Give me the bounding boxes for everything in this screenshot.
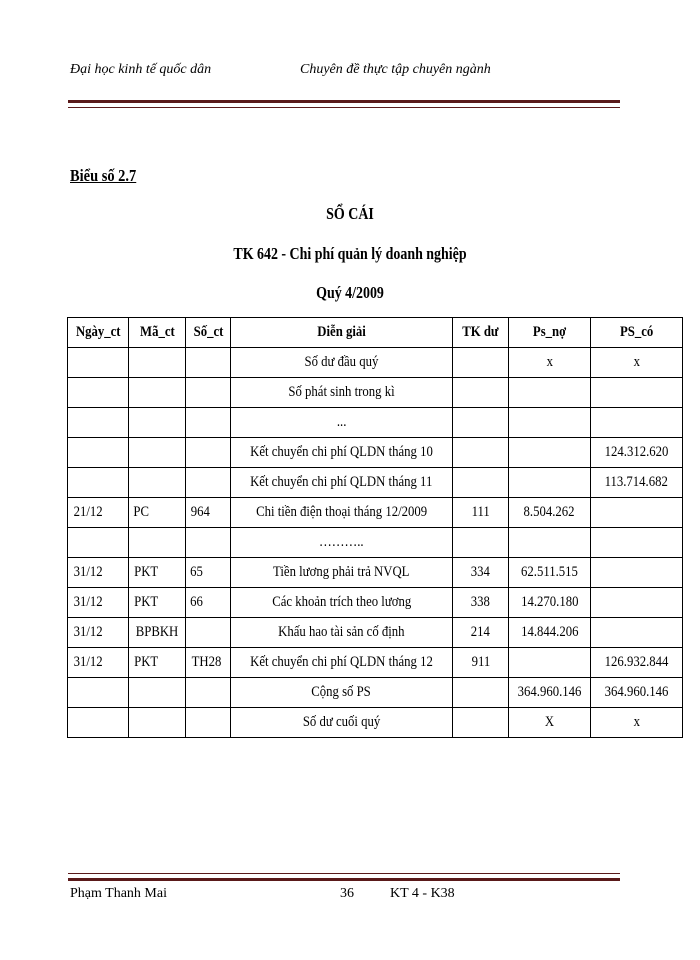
cell-debit: x: [508, 348, 590, 378]
cell-contra-account: [452, 678, 508, 708]
cell-date: [68, 438, 129, 468]
cell-debit: [508, 528, 590, 558]
cell-doc-number: [186, 708, 231, 738]
col-header-doc-code: Mã_ct: [129, 318, 186, 348]
cell-description: ………..: [231, 528, 453, 558]
cell-credit: [590, 588, 682, 618]
cell-debit: 364.960.146: [508, 678, 590, 708]
cell-contra-account: [452, 468, 508, 498]
cell-doc-number: 964: [186, 498, 231, 528]
cell-contra-account: [452, 438, 508, 468]
header-school: Đại học kinh tế quốc dân: [70, 62, 212, 77]
header-rule: [68, 100, 620, 108]
col-header-date: Ngày_ct: [68, 318, 129, 348]
col-header-doc-number: Số_ct: [186, 318, 231, 348]
cell-contra-account: [452, 528, 508, 558]
footer-author: Phạm Thanh Mai: [70, 886, 167, 901]
footer-page-number: 36: [340, 886, 354, 901]
cell-doc-number: [186, 678, 231, 708]
table-row: [68, 648, 683, 678]
cell-contra-account: 111: [452, 498, 508, 528]
cell-contra-account: 334: [452, 558, 508, 588]
cell-date: 31/12: [68, 648, 129, 678]
cell-description: Chi tiền điện thoại tháng 12/2009: [231, 498, 453, 528]
figure-label: Biểu số 2.7: [70, 166, 137, 185]
cell-debit: 14.270.180: [508, 588, 590, 618]
table-row: [68, 408, 683, 438]
cell-contra-account: 338: [452, 588, 508, 618]
cell-credit: [590, 378, 682, 408]
cell-credit: 113.714.682: [590, 468, 682, 498]
cell-credit: [590, 528, 682, 558]
cell-doc-code: [129, 438, 186, 468]
cell-doc-code: PKT: [129, 558, 186, 588]
cell-doc-code: PKT: [129, 648, 186, 678]
cell-doc-number: [186, 408, 231, 438]
cell-description: Kết chuyển chi phí QLDN tháng 12: [231, 648, 453, 678]
cell-doc-code: BPBKH: [129, 618, 186, 648]
cell-description: Kết chuyển chi phí QLDN tháng 10: [231, 438, 453, 468]
cell-debit: [508, 408, 590, 438]
cell-debit: 14.844.206: [508, 618, 590, 648]
cell-credit: [590, 618, 682, 648]
table-row: [68, 528, 683, 558]
cell-date: [68, 708, 129, 738]
cell-doc-number: [186, 378, 231, 408]
footer-rule: [68, 873, 620, 881]
table-header-row: [68, 318, 683, 348]
cell-doc-code: [129, 408, 186, 438]
cell-date: 31/12: [68, 588, 129, 618]
ledger-table: [67, 317, 683, 738]
cell-contra-account: 214: [452, 618, 508, 648]
cell-credit: 364.960.146: [590, 678, 682, 708]
cell-credit: [590, 498, 682, 528]
cell-doc-number: 66: [186, 588, 231, 618]
period-title: Quý 4/2009: [316, 283, 384, 302]
cell-doc-code: [129, 678, 186, 708]
cell-date: 31/12: [68, 618, 129, 648]
cell-doc-code: [129, 468, 186, 498]
cell-debit: X: [508, 708, 590, 738]
cell-description: Số phát sinh trong kì: [231, 378, 453, 408]
cell-credit: x: [590, 348, 682, 378]
cell-debit: [508, 468, 590, 498]
cell-description: Kết chuyển chi phí QLDN tháng 11: [231, 468, 453, 498]
table-row: [68, 348, 683, 378]
table-row: [68, 558, 683, 588]
cell-doc-number: [186, 348, 231, 378]
cell-description: Số dư cuối quý: [231, 708, 453, 738]
table-row: [68, 438, 683, 468]
cell-debit: [508, 438, 590, 468]
cell-credit: [590, 408, 682, 438]
table-row: [68, 708, 683, 738]
cell-description: Các khoản trích theo lương: [231, 588, 453, 618]
cell-debit: 62.511.515: [508, 558, 590, 588]
cell-doc-number: 65: [186, 558, 231, 588]
col-header-description: Diễn giải: [231, 318, 453, 348]
col-header-credit: PS_có: [590, 318, 682, 348]
cell-doc-code: PC: [129, 498, 186, 528]
cell-doc-number: [186, 468, 231, 498]
cell-doc-code: [129, 348, 186, 378]
cell-description: Số dư đầu quý: [231, 348, 453, 378]
cell-description: Khấu hao tài sản cố định: [231, 618, 453, 648]
cell-debit: 8.504.262: [508, 498, 590, 528]
cell-date: 31/12: [68, 558, 129, 588]
cell-contra-account: [452, 408, 508, 438]
cell-date: [68, 378, 129, 408]
cell-doc-number: [186, 528, 231, 558]
col-header-debit: Ps_nợ: [508, 318, 590, 348]
ledger-title: SỔ CÁI: [326, 204, 374, 223]
cell-description: ...: [231, 408, 453, 438]
header-subject: Chuyên đề thực tập chuyên ngành: [300, 62, 491, 77]
account-title: TK 642 - Chi phí quản lý doanh nghiệp: [233, 244, 467, 263]
cell-doc-number: TH28: [186, 648, 231, 678]
cell-credit: [590, 558, 682, 588]
cell-date: 21/12: [68, 498, 129, 528]
table-row: [68, 678, 683, 708]
cell-contra-account: 911: [452, 648, 508, 678]
table-row: [68, 618, 683, 648]
cell-debit: [508, 648, 590, 678]
cell-doc-code: [129, 378, 186, 408]
cell-date: [68, 408, 129, 438]
cell-credit: 124.312.620: [590, 438, 682, 468]
footer-class: KT 4 - K38: [390, 886, 455, 901]
cell-contra-account: [452, 378, 508, 408]
cell-debit: [508, 378, 590, 408]
table-row: [68, 378, 683, 408]
col-header-contra-account: TK dư: [452, 318, 508, 348]
cell-description: Cộng số PS: [231, 678, 453, 708]
cell-doc-number: [186, 618, 231, 648]
cell-date: [68, 678, 129, 708]
cell-date: [68, 348, 129, 378]
cell-contra-account: [452, 708, 508, 738]
cell-credit: x: [590, 708, 682, 738]
cell-doc-code: PKT: [129, 588, 186, 618]
table-row: [68, 498, 683, 528]
table-row: [68, 468, 683, 498]
cell-date: [68, 468, 129, 498]
cell-description: Tiền lương phải trả NVQL: [231, 558, 453, 588]
cell-doc-number: [186, 438, 231, 468]
cell-credit: 126.932.844: [590, 648, 682, 678]
cell-contra-account: [452, 348, 508, 378]
cell-date: [68, 528, 129, 558]
cell-doc-code: [129, 708, 186, 738]
cell-doc-code: [129, 528, 186, 558]
table-row: [68, 588, 683, 618]
